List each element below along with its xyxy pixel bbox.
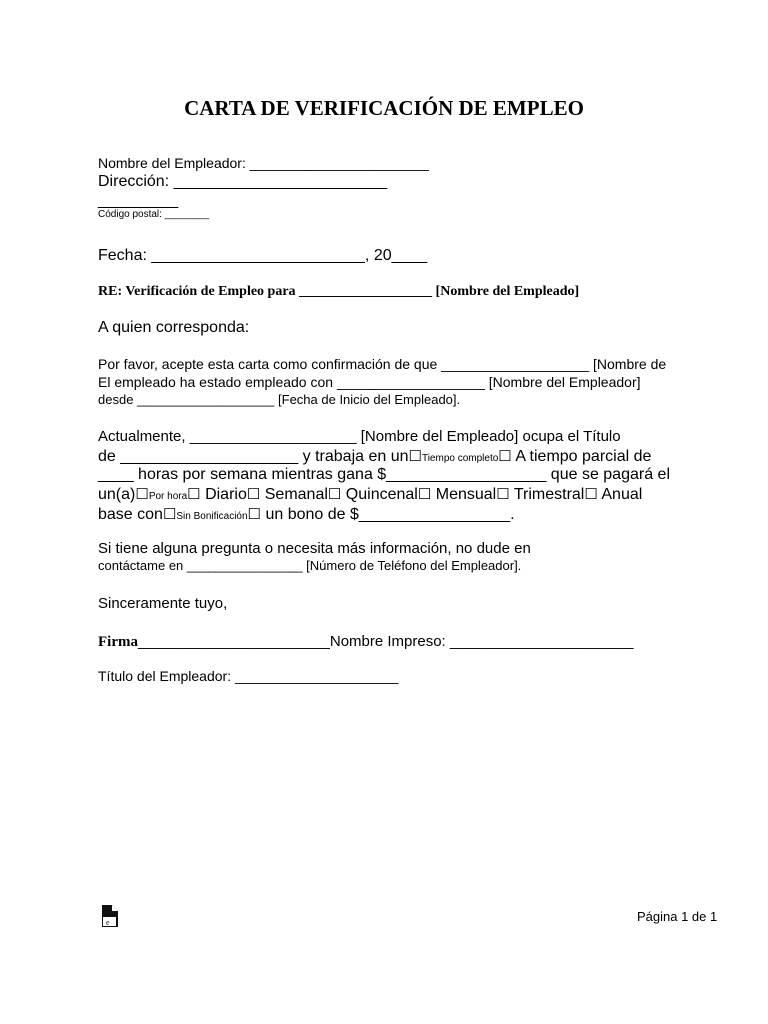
checkbox-daily[interactable]: ☐: [187, 486, 201, 503]
paragraph-3-line-1: Si tiene alguna pregunta o necesita más información, no dude en: [98, 540, 531, 557]
paragraph-1-line-1: Por favor, acepte esta carta como confirmación de que ___________________ [Nombre de: [98, 356, 667, 372]
document-logo-icon: [100, 904, 120, 928]
signature-row: [98, 633, 633, 651]
paragraph-2-line-5: base con☐Sin Bonificación☐ un bono de $_________________.: [98, 506, 515, 523]
svg-text:e: e: [106, 918, 110, 927]
signature-label: Firma: [98, 634, 138, 650]
re-line: RE: Verificación de Empleo para ___________________ [Nombre del Empleado]: [98, 284, 580, 299]
address-field: Dirección: ________________________: [98, 173, 388, 190]
paragraph-2-line-3: ____ horas por semana mientras gana $__________________ que se pagará el: [98, 466, 670, 483]
checkbox-full-time[interactable]: ☐: [408, 448, 422, 465]
closing: Sinceramente tuyo,: [98, 595, 228, 612]
paragraph-2-line-1: Actualmente, ____________________ [Nombre del Empleado] ocupa el Título: [98, 428, 621, 445]
checkbox-part-time[interactable]: ☐: [498, 448, 512, 465]
address-field-line2: _________: [98, 192, 179, 209]
signature-line: _______________________: [137, 633, 330, 650]
paragraph-1-line-2: El empleado ha estado empleado con ___________________ [Nombre del Empleador]: [98, 374, 641, 390]
paragraph-1-line-3: desde ___________________ [Fecha de Inicio del Empleado].: [98, 392, 461, 407]
date-field: Fecha: ________________________, 20____: [98, 247, 428, 264]
checkbox-quarterly[interactable]: ☐: [496, 486, 510, 503]
document-title: CARTA DE VERIFICACIÓN DE EMPLEO: [184, 96, 584, 120]
postal-code-field: Código postal: ________: [98, 209, 210, 220]
paragraph-2-line-2: de ____________________ y trabaja en un☐Tiempo completo☐ A tiempo parcial de: [98, 448, 652, 465]
employer-title-field: Título del Empleador: _____________________: [98, 668, 399, 684]
paragraph-3-line-2: contáctame en ________________ [Número de Teléfono del Empleador].: [98, 558, 522, 573]
paragraph-2-line-4: un(a)☐Por hora☐ Diario☐ Semanal☐ Quincenal☐ Mensual☐ Trimestral☐ Anual: [98, 486, 643, 503]
checkbox-monthly[interactable]: ☐: [417, 486, 432, 503]
printed-name-field: Nombre Impreso: ______________________: [329, 633, 634, 650]
checkbox-annual[interactable]: ☐: [584, 486, 598, 503]
checkbox-no-bonus[interactable]: ☐: [162, 506, 177, 523]
page-number: Página 1 de 1: [637, 909, 718, 924]
checkbox-biweekly[interactable]: ☐: [327, 486, 342, 503]
checkbox-weekly[interactable]: ☐: [246, 486, 261, 503]
greeting: A quien corresponda:: [98, 319, 250, 336]
checkbox-hourly[interactable]: ☐: [135, 486, 149, 503]
checkbox-bonus[interactable]: ☐: [247, 506, 261, 523]
employer-name-field: Nombre del Empleador: _______________________: [98, 155, 429, 171]
